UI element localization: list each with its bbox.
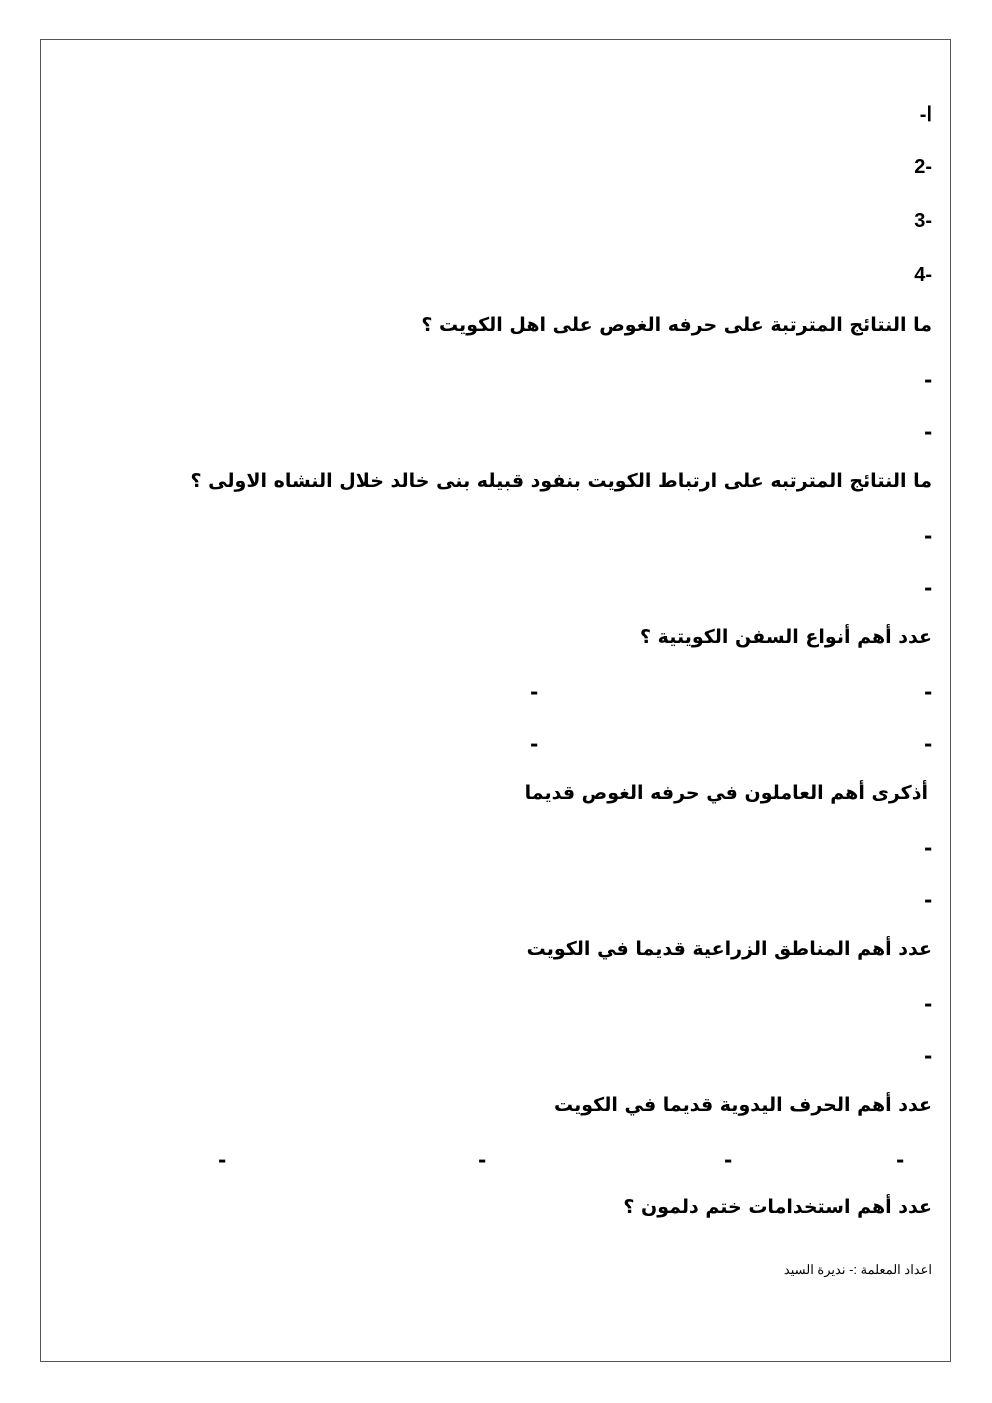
answer-dash: - bbox=[924, 732, 933, 756]
teacher-credit: اعداد المعلمة :- نديرة السيد bbox=[783, 1262, 932, 1277]
question-5: عدد أهم المناطق الزراعية قديما في الكويت bbox=[526, 938, 932, 960]
answer-dash: - bbox=[924, 992, 933, 1016]
question-7: عدد أهم استخدامات ختم دلمون ؟ bbox=[623, 1196, 932, 1218]
answer-dash: - bbox=[924, 836, 933, 860]
answer-dash: - bbox=[924, 524, 933, 548]
question-3: عدد أهم أنواع السفن الكويتية ؟ bbox=[640, 626, 932, 648]
answer-dash: - bbox=[924, 680, 933, 704]
question-2: ما النتائج المترتبه على ارتباط الكويت بنفود قبيله بنى خالد خلال النشاه الاولى ؟ bbox=[190, 470, 932, 492]
answer-dash: - bbox=[924, 888, 933, 912]
list-number-4: -4 bbox=[914, 264, 932, 286]
question-4: أذكرى أهم العاملون في حرفه الغوص قديما bbox=[524, 782, 928, 804]
answer-dash: - bbox=[478, 1148, 487, 1172]
answer-dash: - bbox=[924, 1044, 933, 1068]
answer-dash: - bbox=[530, 680, 539, 704]
answer-dash: - bbox=[218, 1148, 227, 1172]
answer-dash: - bbox=[896, 1148, 905, 1172]
question-6: عدد أهم الحرف اليدوية قديما في الكويت bbox=[554, 1094, 932, 1116]
answer-dash: - bbox=[724, 1148, 733, 1172]
list-number-3: -3 bbox=[914, 210, 932, 232]
answer-dash: - bbox=[924, 576, 933, 600]
question-1: ما النتائج المترتبة على حرفه الغوص على اهل الكويت ؟ bbox=[421, 314, 932, 336]
answer-dash: - bbox=[924, 420, 933, 444]
answer-dash: - bbox=[530, 732, 539, 756]
list-number-2: -2 bbox=[914, 156, 932, 178]
list-number-1: ا- bbox=[919, 104, 932, 126]
answer-dash: - bbox=[924, 368, 933, 392]
page-border bbox=[40, 39, 951, 1362]
